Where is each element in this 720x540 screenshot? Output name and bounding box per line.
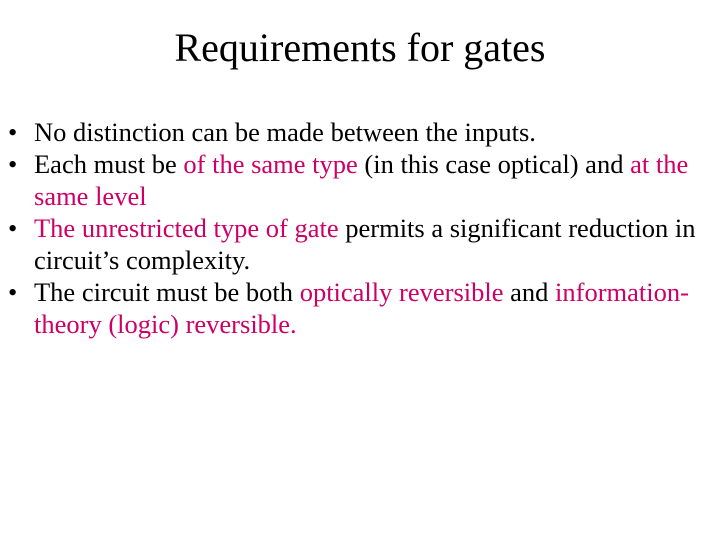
bullet-dot-icon: • — [8, 117, 18, 147]
bullet-text: and — [503, 277, 556, 307]
bullet-dot-icon: • — [8, 277, 18, 307]
bullet-text: permits a significant reduction in circuit’s complexity. — [34, 213, 696, 275]
bullet-dot-icon: • — [8, 149, 18, 179]
highlighted-text: information-theory (logic) reversible. — [34, 277, 689, 339]
bullet-item — [0, 148, 700, 212]
slide-title: Requirements for gates — [174, 25, 546, 70]
bullet-item — [0, 116, 700, 148]
bullet-text: The circuit must be both — [34, 277, 300, 307]
bullet-text: No distinction can be made between the inputs. — [34, 117, 536, 147]
highlighted-text: The unrestricted type of gate — [34, 213, 339, 243]
bullet-list — [0, 116, 700, 340]
bullet-dot-icon: • — [8, 213, 18, 243]
highlighted-text: optically reversible — [299, 277, 504, 307]
bullet-item — [0, 212, 700, 276]
bullet-text: (in this case optical) and — [357, 149, 631, 179]
highlighted-text: of the same type — [183, 149, 358, 179]
bullet-text: Each must be — [34, 149, 184, 179]
highlighted-text: at the same level — [34, 149, 689, 211]
bullet-item — [0, 276, 700, 340]
